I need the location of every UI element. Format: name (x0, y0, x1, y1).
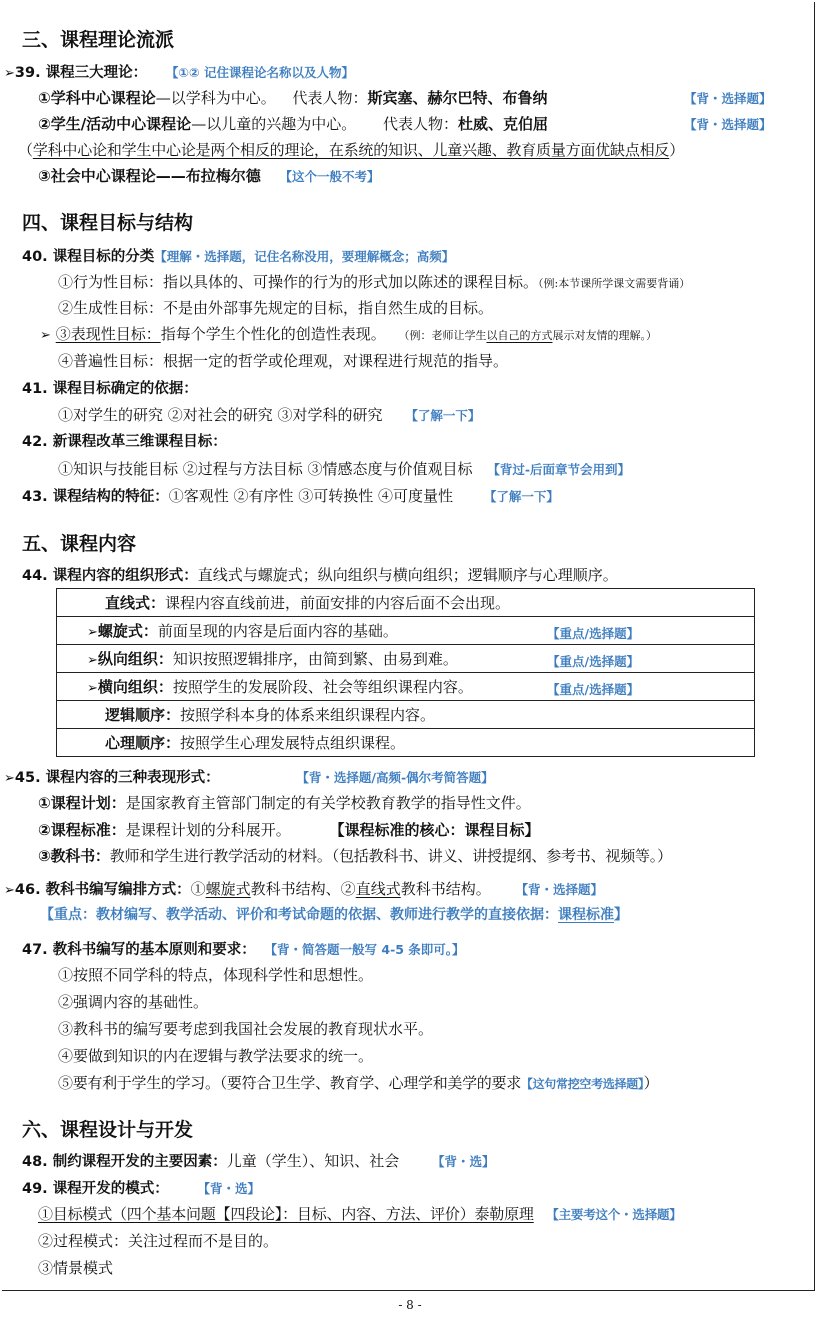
row-term: 直线式： (105, 594, 166, 612)
q39-item-2 (38, 114, 548, 134)
q49-item-1 (38, 1204, 682, 1225)
q49-item-1-tag: 【主要考这个・选择题】 (546, 1207, 682, 1222)
example-suffix: 展示对友情的理解。） (552, 329, 657, 342)
table-cell (57, 729, 755, 757)
q47-item-2: ②强调内容的基础性。 (58, 993, 209, 1011)
q47-item-5-close: ） (643, 1074, 659, 1092)
table-row (57, 589, 755, 617)
q46-linear: 直线式 (355, 880, 401, 898)
q47-item-1: ①按照不同学科的特点，体现科学性和思想性。 (58, 966, 374, 984)
q43-line (22, 486, 559, 507)
content-organization-table (56, 588, 755, 757)
q39-item-3-text: ③社会中心课程论——布拉梅尔德 (38, 167, 261, 185)
q44-text: 直线式与螺旋式；纵向组织与横向组织；逻辑顺序与心理顺序。 (197, 566, 618, 584)
q49-label: 49. 课程开发的模式： (22, 1181, 169, 1197)
q40-item-2: ②生成性目标：不是由外部事先规定的目标，指自然生成的目标。 (58, 299, 494, 317)
q39-note (18, 140, 684, 160)
q39-item-2-desc: —以儿童的兴趣为中心。 (191, 115, 357, 133)
q39-note-text: 学科中心论和学生中心论是两个相反的理论，在系统的知识、儿童兴趣、教育质量方面优缺点相反 (32, 141, 670, 159)
q45-line (4, 767, 494, 789)
q49-item-2: ②过程模式：关注过程而不是目的。 (38, 1232, 279, 1250)
page-number: - 8 - (398, 1298, 422, 1312)
q39-item-1 (38, 88, 548, 108)
row-desc: 前面呈现的内容是后面内容的基础。 (157, 622, 398, 640)
q45-item-1 (38, 793, 531, 813)
section-title-3: 三、课程理论流派 (22, 29, 175, 51)
q46-part-1: ① (190, 880, 206, 898)
note-close-paren: ） (669, 141, 685, 159)
q44-line (22, 565, 618, 586)
q39-item-3 (38, 166, 380, 187)
q48-tag: 【背・选】 (432, 1154, 495, 1169)
table-row (57, 617, 755, 645)
q39-item-2-tag: 【背・选择题】 (684, 117, 772, 132)
q46-note-text: 【重点：教材编写、教学活动、评价和考试命题的依据、教师进行教学的直接依据： (40, 907, 558, 923)
example-prefix: （例：老师让学生 (398, 329, 487, 342)
q47-tag: 【背・简答题一般写 4-5 条即可。】 (264, 942, 465, 957)
q47-label: 47. 教科书编写的基本原则和要求： (22, 942, 256, 958)
q49-tag: 【背・选】 (197, 1181, 261, 1196)
note-open-paren: （ (18, 141, 33, 159)
table-row (57, 673, 755, 701)
q45-item-1-desc: 是国家教育主管部门制定的有关学校教育教学的指导性文件。 (125, 794, 531, 812)
q41-items (58, 405, 480, 426)
q45-item-3-name: ③教科书： (38, 847, 110, 865)
q45-item-3-desc: 教师和学生进行教学活动的材料。（包括教科书、讲义、讲授提纲、参考书、视频等。） (109, 847, 672, 865)
table-cell (57, 645, 755, 673)
table-cell (57, 673, 755, 701)
q46-label: 46. 教科书编写编排方式： (14, 882, 191, 898)
q42-items (58, 459, 630, 480)
row-desc: 按照学科本身的体系来组织课程内容。 (180, 706, 436, 724)
section-title-5: 五、课程内容 (22, 533, 137, 555)
row-term: 逻辑顺序： (105, 706, 181, 724)
q45-label: 45. 课程内容的三种表现形式： (14, 770, 220, 786)
q39-tag: 【①② 记住课程论名称以及人物】 (165, 65, 354, 80)
q47-item-4: ④要做到知识的内在逻辑与教学法要求的统一。 (58, 1047, 374, 1065)
q45-item-1-name: ①课程计划： (38, 794, 126, 812)
q46-tag: 【背・选择题】 (515, 882, 604, 897)
q46-part-2: 教科书结构、② (250, 880, 356, 898)
q46-spiral: 螺旋式 (205, 880, 251, 898)
q48-label: 48. 制约课程开发的主要因素： (22, 1154, 227, 1170)
q39-item-1-rep-label: 代表人物： (292, 89, 368, 107)
row-term: 螺旋式： (97, 622, 158, 640)
q39-line (4, 62, 354, 84)
row-term: 心理顺序： (105, 734, 181, 752)
q45-item-2 (38, 820, 540, 840)
q40-item-3-name: ③表现性目标： (55, 325, 161, 343)
q39-item-2-rep: 杜威、克伯屈 (458, 115, 549, 133)
section-title-6: 六、课程设计与开发 (22, 1119, 194, 1141)
q46-note-close: 】 (614, 907, 628, 923)
row-tag: 【重点/选择题】 (547, 626, 640, 641)
q45-item-2-name: ②课程标准： (38, 821, 126, 839)
q47-item-5-text: ⑤要有利于学生的学习。（要符合卫生学、教育学、心理学和美学的要求 (58, 1074, 521, 1092)
table-cell (57, 617, 755, 645)
q48-text: 儿童（学生）、知识、社会 (226, 1152, 400, 1170)
q47-item-5-tag: 【这句常挖空考选择题】 (520, 1077, 644, 1091)
q46-note (40, 905, 628, 925)
arrow-icon: ➢ (87, 681, 98, 696)
q39-item-1-desc: —以学科为中心。 (155, 89, 276, 107)
q45-item-3 (38, 846, 672, 866)
row-tag: 【重点/选择题】 (547, 654, 640, 669)
row-desc: 知识按照逻辑排序，由简到繁、由易到难。 (172, 650, 458, 668)
q40-tag: 【理解・选择题，记住名称没用，要理解概念；高频】 (154, 249, 455, 264)
q46-note-underlined: 课程标准 (558, 907, 614, 923)
q42-label: 42. 新课程改革三维课程目标： (22, 434, 227, 450)
row-term: 横向组织： (97, 678, 173, 696)
arrow-icon: ➢ (4, 66, 15, 81)
q40-item-4: ④普遍性目标：根据一定的哲学或伦理观，对课程进行规范的指导。 (58, 352, 509, 370)
table-cell (57, 701, 755, 729)
q48-line (22, 1151, 495, 1172)
q39-item-1-tag: 【背・选择题】 (684, 91, 772, 106)
table-cell (57, 589, 755, 617)
q40-line (22, 246, 454, 267)
q44-label: 44. 课程内容的组织形式： (22, 568, 198, 584)
q40-item-1-example: （例:本节课所学课文需要背诵） (538, 277, 691, 290)
q45-item-2-desc: 是课程计划的分科展开。 (125, 821, 291, 839)
q39-label: 39. 课程三大理论： (14, 65, 148, 81)
q41-items-text: ①对学生的研究 ②对社会的研究 ③对学科的研究 (58, 406, 383, 424)
row-tag: 【重点/选择题】 (547, 682, 640, 697)
row-desc: 按照学生心理发展特点组织课程。 (180, 734, 406, 752)
q42-items-text: ①知识与技能目标 ②过程与方法目标 ③情感态度与价值观目标 (58, 460, 473, 478)
q39-item-2-name: ②学生/活动中心课程论 (38, 115, 192, 133)
row-desc: 按照学生的发展阶段、社会等组织课程内容。 (172, 678, 473, 696)
table-row (57, 645, 755, 673)
example-underlined: 以自己的方式 (486, 329, 553, 342)
q40-item-1-text: ①行为性目标：指以具体的、可操作的行为的形式加以陈述的课程目标。 (58, 273, 539, 291)
q46-line (4, 879, 603, 901)
q39-item-3-tag: 【这个一般不考】 (279, 169, 380, 184)
q41-label: 41. 课程目标确定的依据： (22, 381, 198, 397)
q46-part-3: 教科书结构。 (400, 880, 491, 898)
q40-item-1 (58, 272, 690, 294)
arrow-icon: ➢ (4, 771, 15, 786)
table-row (57, 729, 755, 757)
q47-item-5 (58, 1073, 658, 1094)
q43-label: 43. 课程结构的特征： (22, 489, 169, 505)
row-desc: 课程内容直线前进，前面安排的内容后面不会出现。 (165, 594, 511, 612)
table-row (57, 701, 755, 729)
q39-item-2-rep-label: 代表人物： (382, 115, 458, 133)
q49-item-1-text: ①目标模式（四个基本问题【四段论】：目标、内容、方法、评价）泰勒原理 (38, 1205, 534, 1223)
q40-item-3-example (399, 329, 658, 342)
q49-line (22, 1178, 260, 1199)
q49-item-3: ③情景模式 (38, 1259, 114, 1277)
q45-tag: 【背・选择题/高频-偶尔考简答题】 (296, 770, 494, 785)
q43-tag: 【了解一下】 (483, 489, 559, 504)
q47-line (22, 939, 465, 960)
arrow-icon: ➢ (4, 883, 15, 898)
arrow-icon: ➢ (87, 625, 98, 640)
q40-item-3-desc: 指每个学生个性化的创造性表现。 (160, 325, 386, 343)
q43-items: ①客观性 ②有序性 ③可转换性 ④可度量性 (168, 487, 454, 505)
arrow-icon: ➢ (40, 328, 51, 343)
q41-tag: 【了解一下】 (405, 408, 481, 423)
q45-item-2-note: 【课程标准的核心：课程目标】 (329, 821, 540, 839)
q47-item-3: ③教科书的编写要考虑到我国社会发展的教育现状水平。 (58, 1020, 434, 1038)
q39-item-1-name: ①学科中心课程论 (38, 89, 156, 107)
q40-label: 40. 课程目标的分类 (22, 249, 155, 265)
q42-tag: 【背过-后面章节会用到】 (487, 462, 631, 477)
q39-item-1-rep: 斯宾塞、赫尔巴特、布鲁纳 (367, 89, 548, 107)
section-title-4: 四、课程目标与结构 (22, 212, 194, 234)
arrow-icon: ➢ (87, 653, 98, 668)
row-term: 纵向组织： (97, 650, 173, 668)
q40-item-3 (40, 324, 657, 346)
